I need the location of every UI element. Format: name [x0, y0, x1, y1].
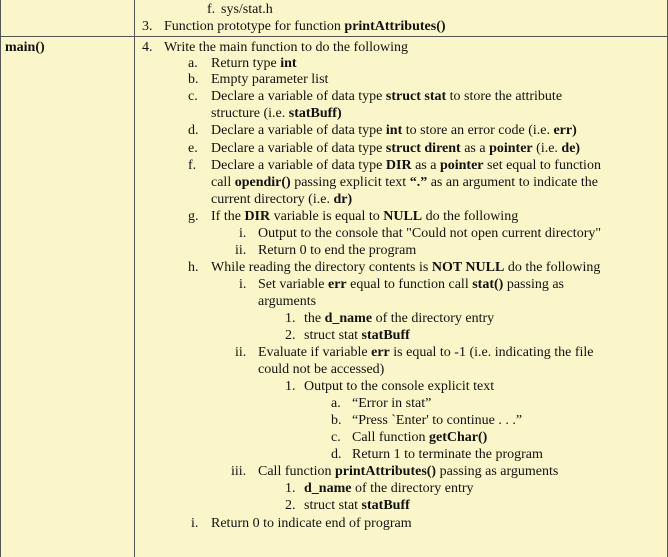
bold-term: DIR	[385, 158, 412, 173]
text-run: of the directory entry	[351, 481, 474, 496]
bold-term: stat()	[472, 277, 504, 292]
line-text	[211, 89, 562, 105]
list-marker: a.	[331, 396, 341, 411]
list-marker: i.	[239, 277, 247, 292]
bold-term: printAttributes()	[335, 464, 437, 479]
text-run: to store the attribute	[446, 89, 563, 104]
list-marker: 2.	[285, 328, 296, 343]
list-marker: d.	[188, 123, 199, 138]
text-run: Return type	[211, 56, 281, 71]
text-run: Empty parameter list	[211, 72, 329, 87]
text-run: Output to the console explicit text	[304, 379, 495, 394]
line-text	[211, 192, 352, 208]
bold-term: de)	[561, 141, 581, 156]
bold-term: “.”	[409, 175, 428, 190]
line-text	[211, 158, 601, 174]
bold-term: d_name	[304, 481, 352, 496]
line-text	[211, 175, 598, 191]
list-marker: d.	[331, 447, 342, 462]
text-run: to store an error code (i.e.	[402, 123, 554, 138]
text-run: Declare a variable of data type	[211, 89, 386, 104]
line-text	[304, 311, 494, 327]
line-text	[211, 72, 328, 88]
line-text	[211, 260, 600, 276]
bold-term: pointer	[489, 141, 533, 156]
text-run: sys/stat.h	[221, 2, 273, 17]
text-run: “Error in stat”	[352, 396, 432, 411]
text-run: Declare a variable of data type	[211, 141, 386, 156]
text-run: set equal to function	[483, 158, 601, 173]
bold-term: NULL	[383, 209, 423, 224]
bold-term: opendir()	[234, 175, 291, 190]
text-run: do the following	[422, 209, 519, 224]
list-marker: e.	[188, 141, 198, 156]
text-run: structure (i.e.	[211, 106, 289, 121]
bold-term: statBuff	[361, 328, 410, 343]
text-run: Return 1 to terminate the program	[352, 447, 543, 462]
text-run: of the directory entry	[372, 311, 495, 326]
line-text	[258, 464, 558, 480]
line-text	[211, 123, 577, 139]
line-text	[304, 498, 410, 514]
line-text	[221, 2, 273, 18]
line-text	[258, 226, 601, 242]
line-text	[211, 516, 412, 532]
text-run: Call function	[352, 430, 429, 445]
text-run: struct stat	[304, 328, 362, 343]
line-text	[211, 56, 297, 72]
text-run: current directory (i.e.	[211, 192, 334, 207]
text-run: Evaluate if variable	[258, 345, 372, 360]
line-text	[211, 209, 518, 225]
bold-term: statBuff)	[288, 106, 342, 121]
list-marker: b.	[331, 413, 342, 428]
text-run: struct stat	[304, 498, 362, 513]
line-text	[304, 379, 494, 395]
list-marker: 4.	[142, 40, 153, 55]
text-run: is equal to -1 (i.e. indicating the file	[389, 345, 594, 360]
list-marker: 2.	[285, 498, 296, 513]
line-text	[352, 413, 522, 429]
text-run: call	[211, 175, 235, 190]
left-column-label: main()	[5, 40, 45, 55]
bold-term: statBuff	[361, 498, 410, 513]
bold-term: int	[280, 56, 297, 71]
text-run: While reading the directory contents is	[211, 260, 432, 275]
list-marker: iii.	[231, 464, 247, 479]
line-text	[304, 328, 410, 344]
line-text	[304, 481, 474, 497]
text-run: as a	[460, 141, 490, 156]
bold-term: DIR	[244, 209, 271, 224]
text-run: If the	[211, 209, 245, 224]
bold-term: struct stat	[385, 89, 447, 104]
text-run: Output to the console that "Could not open current directory"	[258, 226, 602, 241]
line-text	[352, 396, 431, 412]
list-marker: i.	[239, 226, 247, 241]
bold-term: d_name	[324, 311, 373, 326]
bold-term: pointer	[439, 158, 484, 173]
line-text	[258, 294, 316, 310]
list-marker: c.	[188, 89, 198, 104]
text-run: do the following	[504, 260, 601, 275]
text-run: (i.e.	[532, 141, 562, 156]
line-text	[352, 430, 487, 446]
text-run: passing as	[503, 277, 564, 292]
list-marker: ii.	[235, 243, 247, 258]
line-text	[211, 106, 342, 122]
list-marker: c.	[331, 430, 341, 445]
text-run: “Press `Enter' to continue . . .”	[352, 413, 523, 428]
line-text	[258, 345, 593, 361]
line-text	[164, 40, 408, 56]
text-run: Return 0 to indicate end of program	[211, 516, 412, 531]
text-run: Declare a variable of data type	[211, 158, 386, 173]
bold-term: err	[371, 345, 390, 360]
bold-term: dr)	[333, 192, 353, 207]
bold-term: struct dirent	[385, 141, 461, 156]
bold-term: err	[327, 277, 347, 292]
text-run: Return 0 to end the program	[258, 243, 417, 258]
list-marker: i.	[191, 516, 199, 531]
text-run: as an argument to indicate the	[427, 175, 598, 190]
list-marker: g.	[188, 209, 199, 224]
text-run: Set variable	[258, 277, 328, 292]
line-text	[258, 277, 564, 293]
line-text	[352, 447, 543, 463]
bold-term: err)	[553, 123, 577, 138]
text-run: could not be accessed)	[258, 362, 385, 377]
text-run: the	[304, 311, 325, 326]
line-text	[164, 19, 446, 35]
list-marker: f.	[207, 2, 216, 17]
text-run: Function prototype for function	[164, 19, 345, 34]
list-marker: f.	[188, 158, 197, 173]
list-marker: ii.	[235, 345, 247, 360]
text-run: variable is equal to	[270, 209, 384, 224]
text-run: Write the main function to do the following	[164, 40, 408, 55]
bold-term: getChar()	[429, 430, 488, 445]
text-run: Call function	[258, 464, 335, 479]
text-run: passing explicit text	[290, 175, 410, 190]
text-run: arguments	[258, 294, 317, 309]
bold-term: NOT NULL	[431, 260, 505, 275]
list-marker: b.	[188, 72, 199, 87]
list-marker: 3.	[142, 19, 153, 34]
text-run: as a	[411, 158, 440, 173]
bold-term: printAttributes()	[344, 19, 446, 34]
bold-term: int	[385, 123, 403, 138]
list-marker: 1.	[285, 379, 296, 394]
text-run: equal to function call	[346, 277, 473, 292]
list-marker: h.	[188, 260, 199, 275]
line-text	[258, 362, 384, 378]
list-marker: a.	[188, 56, 198, 71]
line-text	[211, 141, 580, 157]
row-divider	[1, 36, 668, 37]
column-divider	[134, 0, 135, 557]
list-marker: 1.	[285, 311, 296, 326]
text-run: passing as arguments	[436, 464, 559, 479]
list-marker: 1.	[285, 481, 296, 496]
line-text	[258, 243, 416, 259]
text-run: Declare a variable of data type	[211, 123, 386, 138]
